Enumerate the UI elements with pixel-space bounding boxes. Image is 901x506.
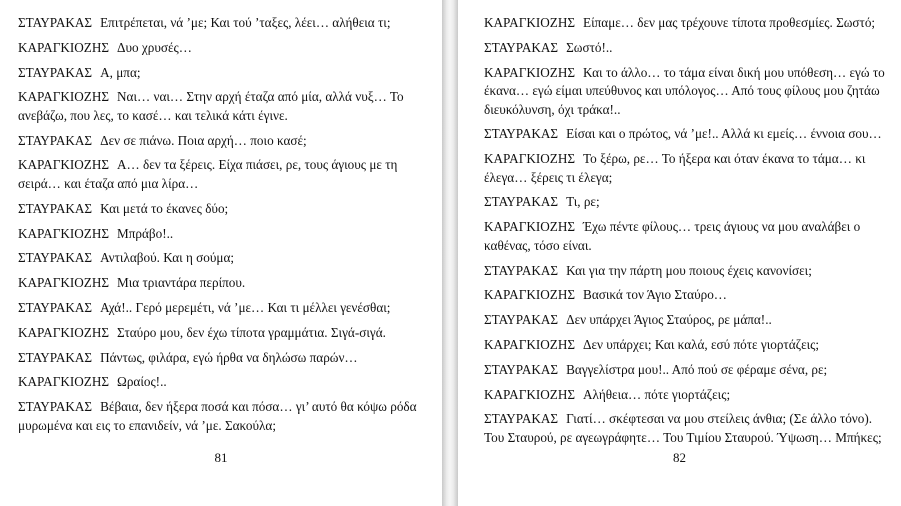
- speaker-name: ΣΤΑΥΡΑΚΑΣ: [484, 312, 559, 328]
- line-text: Δεν υπάρχει; Και καλά, εσύ πότε γιορτάζεις;: [583, 336, 820, 352]
- line-text: Ναι… ναι… Στην αρχή έταζα από μία, αλλά νυξ… Το ανεβάζω, που λες, το κασέ… και τελικά κάτι έγινε.: [18, 89, 404, 123]
- speaker-name: ΣΤΑΥΡΑΚΑΣ: [484, 39, 559, 55]
- dialogue-line: [18, 398, 418, 435]
- line-text: Είπαμε… δεν μας τρέχουνε τίποτα προθεσμίες. Σωστό;: [583, 15, 876, 30]
- speaker-name: ΣΤΑΥΡΑΚΑΣ: [484, 361, 559, 377]
- dialogue-line: [484, 286, 887, 305]
- speaker-name: ΚΑΡΑΓΚΙΟΖΗΣ: [18, 275, 110, 291]
- line-text: Μια τριαντάρα περίπου.: [117, 275, 246, 291]
- dialogue-line: [18, 156, 418, 193]
- dialogue-line: [484, 218, 887, 255]
- speaker-name: ΣΤΑΥΡΑΚΑΣ: [18, 250, 93, 266]
- dialogue-line: [18, 249, 418, 268]
- speaker-name: ΚΑΡΑΓΚΙΟΖΗΣ: [18, 324, 110, 340]
- line-text: Ωραίος!..: [117, 374, 167, 390]
- speaker-name: ΣΤΑΥΡΑΚΑΣ: [484, 194, 559, 210]
- line-text: Το ξέρω, ρε… Το ήξερα και όταν έκανα το τάμα… κι έλεγα… ξέρεις τι έλεγα;: [484, 151, 866, 185]
- dialogue-line: [484, 336, 887, 355]
- speaker-name: ΣΤΑΥΡΑΚΑΣ: [18, 349, 93, 365]
- left-page: [0, 0, 442, 506]
- dialogue-line: [484, 386, 887, 405]
- speaker-name: ΚΑΡΑΓΚΙΟΖΗΣ: [484, 287, 576, 303]
- line-text: Και μετά το έκανες δύο;: [100, 200, 229, 216]
- dialogue-line: [484, 410, 887, 447]
- speaker-name: ΚΑΡΑΓΚΙΟΖΗΣ: [18, 157, 110, 173]
- speaker-name: ΚΑΡΑΓΚΙΟΖΗΣ: [484, 64, 576, 80]
- speaker-name: ΚΑΡΑΓΚΙΟΖΗΣ: [18, 225, 110, 241]
- line-text: Μπράβο!..: [117, 225, 174, 241]
- dialogue-line: [18, 324, 418, 343]
- line-text: Σταύρο μου, δεν έχω τίποτα γραμμάτια. Σιγά-σιγά.: [117, 324, 386, 340]
- line-text: Α, μπα;: [100, 64, 141, 80]
- dialogue-line: [484, 311, 887, 330]
- line-text: Βασικά τον Άγιο Σταύρο…: [583, 287, 727, 303]
- speaker-name: ΣΤΑΥΡΑΚΑΣ: [18, 299, 93, 315]
- line-text: Αντιλαβού. Και η σούμα;: [100, 250, 235, 266]
- dialogue-line: [484, 14, 887, 33]
- dialogue-line: [484, 361, 887, 380]
- dialogue: [18, 14, 418, 435]
- dialogue-line: [18, 200, 418, 219]
- speaker-name: ΚΑΡΑΓΚΙΟΖΗΣ: [484, 15, 576, 30]
- page-number: 81: [214, 450, 228, 465]
- line-text: Αλήθεια… πότε γιορτάζεις;: [583, 386, 731, 402]
- speaker-name: ΚΑΡΑΓΚΙΟΖΗΣ: [484, 151, 576, 167]
- dialogue-line: [18, 299, 418, 318]
- speaker-name: ΚΑΡΑΓΚΙΟΖΗΣ: [484, 219, 576, 235]
- line-text: Πάντως, φιλάρα, εγώ ήρθα να δηλώσω παρών…: [100, 349, 358, 365]
- line-text: Και το άλλο… το τάμα είναι δική μου υπόθεση… εγώ το έκανα… εγώ είμαι υπεύθυνος και υπόλογος… Από τους φίλους μου ζητάω διευκόλυνση, όχι τράκα!..: [484, 64, 885, 117]
- dialogue-line: [484, 262, 887, 281]
- speaker-name: ΣΤΑΥΡΑΚΑΣ: [484, 126, 559, 142]
- speaker-name: ΚΑΡΑΓΚΙΟΖΗΣ: [18, 89, 110, 105]
- speaker-name: ΣΤΑΥΡΑΚΑΣ: [18, 200, 93, 216]
- dialogue-line: [484, 39, 887, 58]
- speaker-name: ΚΑΡΑΓΚΙΟΖΗΣ: [484, 386, 576, 402]
- dialogue-line: [18, 64, 418, 83]
- speaker-name: ΣΤΑΥΡΑΚΑΣ: [18, 15, 93, 30]
- speaker-name: ΣΤΑΥΡΑΚΑΣ: [484, 411, 559, 427]
- dialogue-line: [484, 125, 887, 144]
- speaker-name: ΚΑΡΑΓΚΙΟΖΗΣ: [484, 336, 576, 352]
- speaker-name: ΚΑΡΑΓΚΙΟΖΗΣ: [18, 39, 110, 55]
- book-gutter: [442, 0, 458, 506]
- dialogue-line: [18, 39, 418, 58]
- dialogue-line: [18, 373, 418, 392]
- speaker-name: ΣΤΑΥΡΑΚΑΣ: [18, 132, 93, 148]
- speaker-name: ΣΤΑΥΡΑΚΑΣ: [18, 399, 93, 415]
- line-text: Α… δεν τα ξέρεις. Είχα πιάσει, ρε, τους άγιους με τη σειρά… και έταζα από μια λίρα…: [18, 157, 398, 191]
- right-page: [458, 0, 901, 506]
- line-text: Βαγγελίστρα μου!.. Από πού σε φέραμε σένα, ρε;: [566, 361, 828, 377]
- line-text: Είσαι και ο πρώτος, νά ’με!.. Αλλά κι εμείς… έννοια σου…: [566, 126, 882, 142]
- line-text: Σωστό!..: [566, 39, 613, 55]
- line-text: Δεν υπάρχει Άγιος Σταύρος, ρε μάπα!..: [566, 312, 772, 328]
- line-text: Αχά!.. Γερό μερεμέτι, νά ’με… Και τι μέλλει γενέσθαι;: [100, 299, 391, 315]
- line-text: Επιτρέπεται, νά ’με; Και τού ’ταξες, λέει… αλήθεια τι;: [100, 15, 391, 30]
- line-text: Τι, ρε;: [566, 194, 600, 210]
- dialogue-line: [18, 132, 418, 151]
- dialogue-line: [484, 150, 887, 187]
- line-text: Γιατί… σκέφτεσαι να μου στείλεις άνθια; (Σε άλλο τόνο). Του Σταυρού, ρε αγεωγράφητε… Του Τιμίου Σταυρού. Ύψωση… Μπήκες;: [484, 411, 882, 445]
- line-text: Και για την πάρτη μου ποιους έχεις κανονίσει;: [566, 262, 812, 278]
- line-text: Δεν σε πιάνω. Ποια αρχή… ποιο κασέ;: [100, 132, 307, 148]
- dialogue: [484, 14, 887, 447]
- speaker-name: ΣΤΑΥΡΑΚΑΣ: [484, 262, 559, 278]
- dialogue-line: [18, 88, 418, 125]
- line-text: Δυο χρυσές…: [117, 39, 192, 55]
- dialogue-line: [18, 225, 418, 244]
- dialogue-line: [484, 64, 887, 120]
- page-number: 82: [673, 450, 686, 465]
- dialogue-line: [18, 349, 418, 368]
- speaker-name: ΚΑΡΑΓΚΙΟΖΗΣ: [18, 374, 110, 390]
- dialogue-line: [18, 14, 418, 33]
- line-text: Βέβαια, δεν ήξερα ποσά και πόσα… γι’ αυτό θα κόψω ρόδα μυρωμένα και εις το επανιδείν, νά ’με. Σακούλα;: [18, 399, 417, 433]
- dialogue-line: [18, 274, 418, 293]
- dialogue-line: [484, 193, 887, 212]
- speaker-name: ΣΤΑΥΡΑΚΑΣ: [18, 64, 93, 80]
- line-text: Έχω πέντε φίλους… τρεις άγιους να μου αναλάβει ο καθένας, τόσο είναι.: [484, 219, 861, 253]
